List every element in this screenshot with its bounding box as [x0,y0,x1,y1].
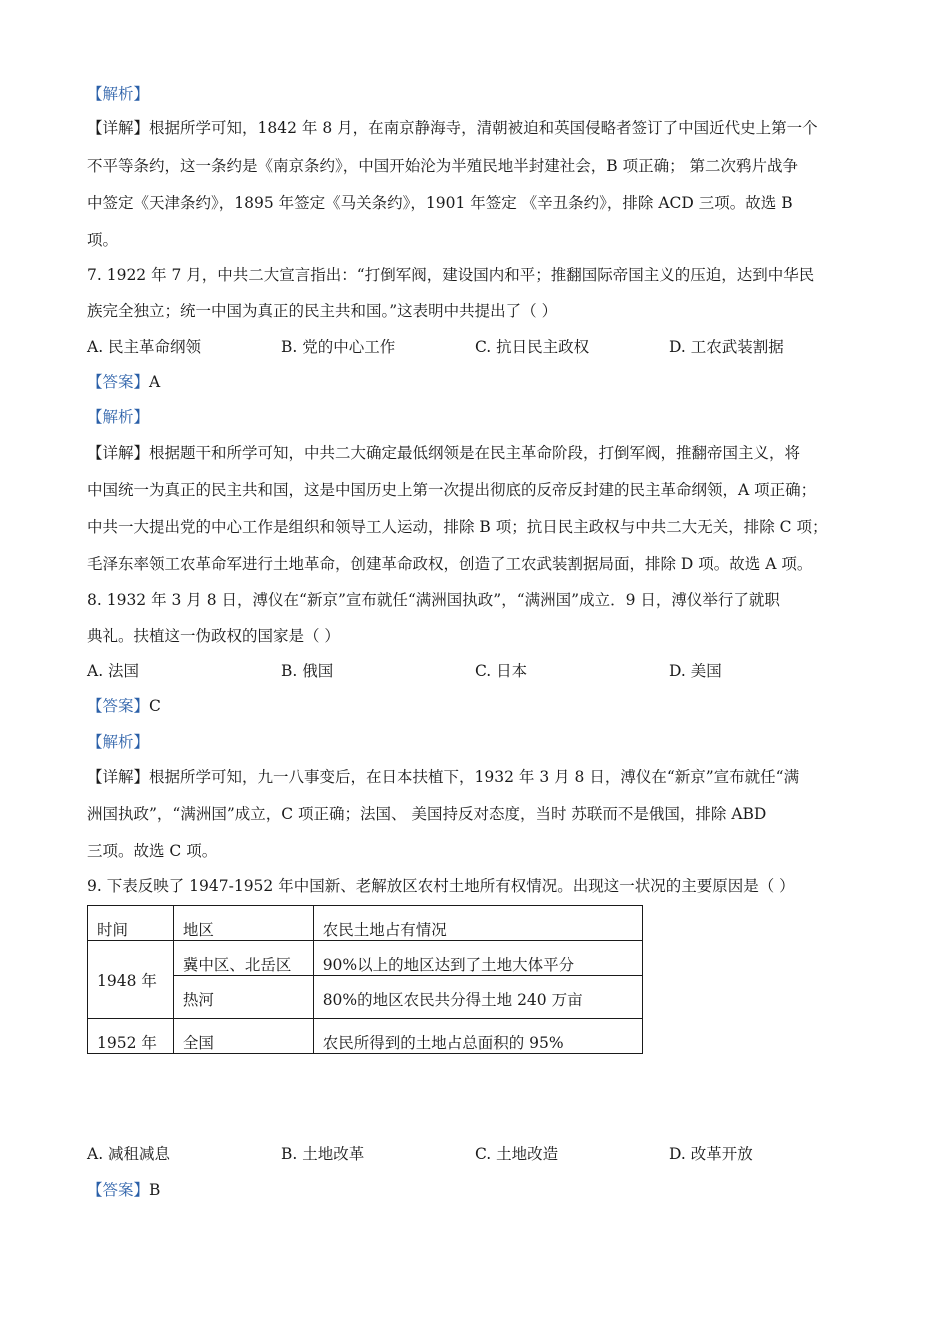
q7-detail-text-1: 根据题干和所学可知，中共二大确定最低纲领是在民主革命阶段，打倒军阀，推翻帝国主义，将 [149,444,801,462]
q8-detail-line-2: 洲国执政”，“满洲国”成立，C 项正确；法国、 美国持反对态度，当时 苏联而不是俄国，排除 ABD [87,805,767,823]
q8-answer-tag: 【答案】 [87,697,150,715]
q7-option-a: A. 民主革命纲领 [87,338,202,356]
q7-answer-tag: 【答案】 [87,373,150,391]
q6-detail-text-1: 根据所学可知，1842 年 8 月，在南京静海寺，清朝被迫和英国侵略者签订了中国近代史上第一个 [149,119,818,137]
q7-stem-line-1: 7. 1922 年 7 月，中共二大宣言指出：“打倒军阀，建设国内和平；推翻国际帝国主义的压迫，达到中华民 [87,266,815,284]
q6-detail-line-4: 项。 [87,231,119,249]
q7-option-b: B. 党的中心工作 [281,338,396,356]
table-header-row [88,906,643,941]
q8-detail-line-3: 三项。故选 C 项。 [87,842,218,860]
q8-stem-line-2: 典礼。扶植这一伪政权的国家是（ ） [87,627,340,645]
q8-detail-tag: 【详解】 [87,768,150,786]
q7-answer-value: A [149,373,161,391]
q7-answer [87,370,160,392]
q8-answer-value: C [149,697,161,715]
q7-analysis-tag: 【解析】 [87,408,150,426]
q9-stem: 9. 下表反映了 1947-1952 年中国新、老解放区农村土地所有权情况。出现这一状况的主要原因是（ ） [87,877,795,895]
q9-answer-tag: 【答案】 [87,1181,150,1199]
table-cell-region: 热河 [173,976,313,1019]
q7-detail-line-1 [87,441,800,463]
table-cell-year-1952: 1952 年 [88,1019,174,1054]
q9-option-d: D. 改革开放 [669,1145,753,1163]
q6-detail-line-3: 中签定《天津条约》，1895 年签定《马关条约》，1901 年签定 《辛丑条约》，排除 ACD 三项。故选 B [87,194,793,212]
table-cell-region: 冀中区、北岳区 [173,941,313,976]
table-row [88,941,643,976]
q8-detail-line-1 [87,765,799,787]
q7-option-c: C. 抗日民主政权 [475,338,590,356]
q8-detail-text-1: 根据所学可知，九一八事变后，在日本扶植下，1932 年 3 月 8 日，溥仪在“新京”宣布就任“满 [149,768,800,786]
q9-answer [87,1178,160,1200]
table-cell-status: 80%的地区农民共分得土地 240 万亩 [313,976,642,1019]
table-row [88,1019,643,1054]
q6-analysis-tag: 【解析】 [87,85,150,103]
q7-stem-line-2: 族完全独立；统一中国为真正的民主共和国。”这表明中共提出了（ ） [87,302,558,320]
table-header-time: 时间 [88,906,174,941]
q8-option-c: C. 日本 [475,662,528,680]
table-header-region: 地区 [173,906,313,941]
q9-answer-value: B [149,1181,161,1199]
q8-option-a: A. 法国 [87,662,140,680]
q8-stem-line-1: 8. 1932 年 3 月 8 日，溥仪在“新京”宣布就任“满洲国执政”，“满洲国”成立．9 日，溥仪举行了就职 [87,591,780,609]
q7-detail-line-2: 中国统一为真正的民主共和国，这是中国历史上第一次提出彻底的反帝反封建的民主革命纲领，A 项正确； [87,481,817,499]
table-cell-region: 全国 [173,1019,313,1054]
table-cell-status: 农民所得到的土地占总面积的 95% [313,1019,642,1054]
q9-option-c: C. 土地改造 [475,1145,559,1163]
q9-option-b: B. 土地改革 [281,1145,365,1163]
q6-detail-line-2: 不平等条约，这一条约是《南京条约》，中国开始沦为半殖民地半封建社会，B 项正确； 第二次鸦片战争 [87,157,798,175]
table-header-status: 农民土地占有情况 [313,906,642,941]
q8-analysis-tag: 【解析】 [87,733,150,751]
q7-detail-line-4: 毛泽东率领工农革命军进行土地革命，创建革命政权，创造了工农武装割据局面，排除 D 项。故选 A 项。 [87,555,813,573]
q8-option-d: D. 美国 [669,662,722,680]
q7-detail-tag: 【详解】 [87,444,150,462]
q8-answer [87,694,161,716]
table-cell-year-1948: 1948 年 [88,941,174,1019]
q6-detail-line-1 [87,116,818,138]
q7-detail-line-3: 中共一大提出党的中心工作是组织和领导工人运动，排除 B 项；抗日民主政权与中共二大无关，排除 C 项； [87,518,828,536]
q7-option-d: D. 工农武装割据 [669,338,784,356]
q6-detail-tag: 【详解】 [87,119,150,137]
table-cell-status: 90%以上的地区达到了土地大体平分 [313,941,642,976]
land-ownership-table [87,905,643,1054]
q8-option-b: B. 俄国 [281,662,334,680]
q9-option-a: A. 减租减息 [87,1145,171,1163]
